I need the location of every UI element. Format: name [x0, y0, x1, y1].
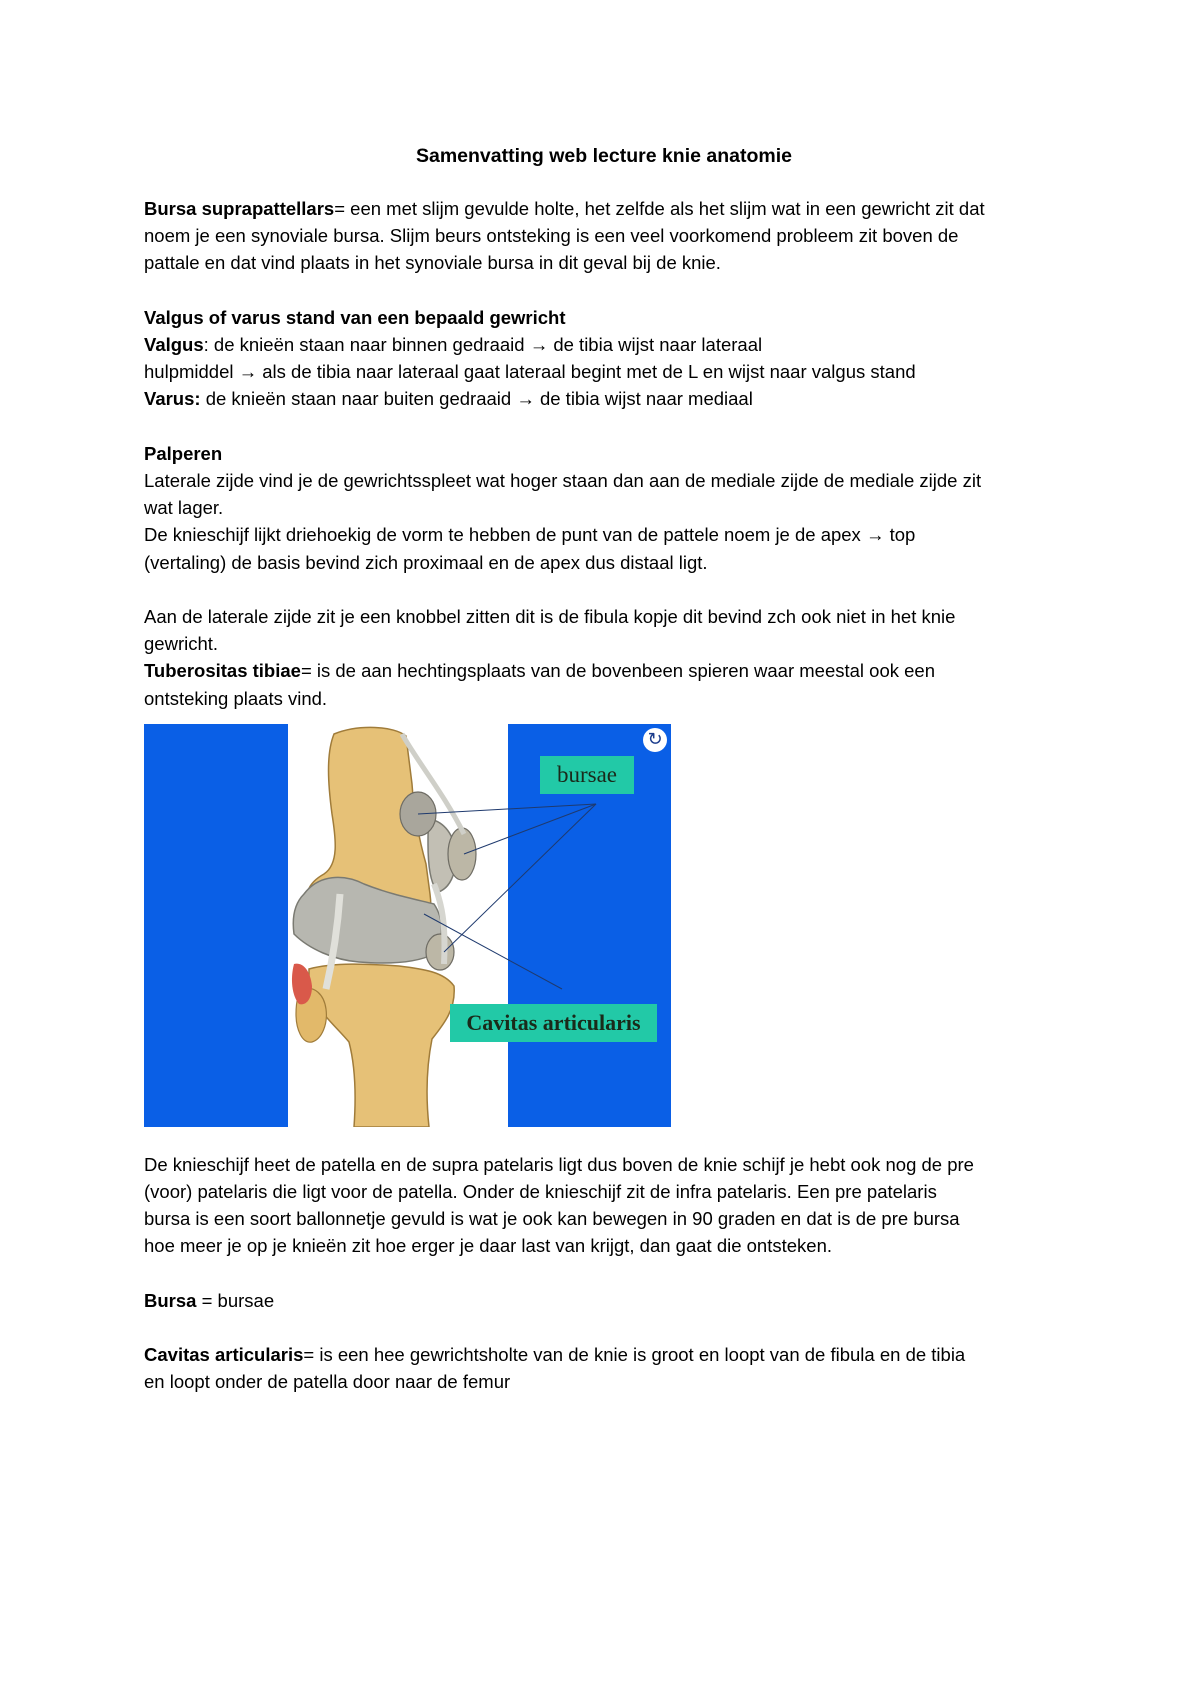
text-line: (vertaling) de basis bevind zich proximaal en de apex dus distaal ligt. — [144, 551, 708, 573]
document-body — [144, 143, 1064, 1396]
text-line: De knieschijf heet de patella en de supra patelaris ligt dus boven de knie schijf je hebt ook nog de pre — [144, 1153, 974, 1175]
paragraph-gap — [144, 413, 1064, 440]
bursa-prepatellaris — [448, 828, 476, 880]
paragraph-gap — [144, 277, 1064, 304]
refresh-icon[interactable]: ↻ — [643, 728, 667, 752]
text-line: Tuberositas tibiae= is de aan hechtingsplaats van de bovenbeen spieren waar meestal ook een — [144, 660, 936, 682]
paragraph-bursa-suprapatellaris — [144, 195, 1064, 277]
arrow-right-icon: → — [529, 334, 549, 355]
paragraph-bursa-definition: Bursa = bursae — [144, 1289, 275, 1311]
text-line: hoe meer je op je knieën zit hoe erger je daar last van krijgt, dan gaat die ontsteken. — [144, 1235, 833, 1257]
text-line: bursa is een soort ballonnetje gevuld is wat je ook kan bewegen in 90 graden en dat is de pre bursa — [144, 1208, 960, 1230]
section-heading: Palperen — [144, 442, 223, 464]
text-line: Varus: de knieën staan naar buiten gedraaid → de tibia wijst naar mediaal — [144, 388, 753, 410]
bursa-infrapatellaris — [426, 934, 454, 970]
arrow-right-icon: → — [865, 524, 885, 546]
section-heading: Valgus of varus stand van een bepaald gewricht — [144, 306, 566, 328]
text-line: wat lager. — [144, 497, 224, 519]
text-line: noem je een synoviale bursa. Slijm beurs ontsteking is een veel voorkomend probleem zit boven de — [144, 225, 959, 247]
term-valgus: Valgus — [144, 334, 204, 355]
label-bursae: bursae — [540, 756, 634, 794]
paragraph-gap — [144, 1260, 1064, 1287]
term-varus: Varus: — [144, 388, 201, 410]
paragraph-gap — [144, 1314, 1064, 1341]
section-valgus-varus — [144, 304, 1064, 413]
text-line: gewricht. — [144, 633, 219, 655]
text-line: Bursa suprapattellars= een met slijm gevulde holte, het zelfde als het slijm wat in een gewricht zit dat — [144, 198, 985, 219]
paragraph-gap — [144, 576, 1064, 603]
text-line: (voor) patelaris die ligt voor de patella. Onder de knieschijf zit de infra patelaris. Een pre patelaris — [144, 1181, 937, 1203]
paragraph-cavitas-articularis — [144, 1341, 1064, 1395]
text-line: hulpmiddel → als de tibia naar lateraal gaat lateraal begint met de L en wijst naar valgus stand — [144, 361, 916, 383]
term-cavitas-articularis: Cavitas articularis — [144, 1344, 304, 1366]
arrow-right-icon: → — [516, 388, 535, 410]
text-line: De knieschijf lijkt driehoekig de vorm te hebben de punt van de pattele noem je de apex → top — [144, 524, 916, 546]
paragraph-patella — [144, 1151, 1064, 1260]
label-cavitas-articularis: Cavitas articularis — [450, 1004, 657, 1042]
text-line: ontsteking plaats vind. — [144, 687, 328, 709]
arrow-right-icon: → — [238, 361, 258, 383]
section-palperen — [144, 440, 1064, 576]
page-title: Samenvatting web lecture knie anatomie — [415, 145, 793, 167]
text-line: Cavitas articularis= is een hee gewrichtsholte van de knie is groot en loopt van de fibula en de tibia — [144, 1344, 966, 1366]
term-bursa-suprapattellars: Bursa suprapattellars — [144, 198, 335, 219]
knee-anatomy-figure — [144, 724, 671, 1127]
paragraph-fibula-tuberositas — [144, 603, 1064, 712]
term-bursa: Bursa — [144, 1289, 197, 1311]
text-line: pattale en dat vind plaats in het synoviale bursa in dit geval bij de knie. — [144, 252, 721, 274]
text-line: Laterale zijde vind je de gewrichtsspleet wat hoger staan dan aan de mediale zijde de mediale zijde zit — [144, 470, 982, 491]
text-line: Valgus: de knieën staan naar binnen gedraaid → de tibia wijst naar lateraal — [144, 334, 763, 355]
text-line: Aan de laterale zijde zit je een knobbel zitten dit is de fibula kopje dit bevind zch ook niet in het knie — [144, 606, 956, 627]
text-line: en loopt onder de patella door naar de femur — [144, 1371, 511, 1393]
term-tuberositas-tibiae: Tuberositas tibiae — [144, 660, 301, 682]
